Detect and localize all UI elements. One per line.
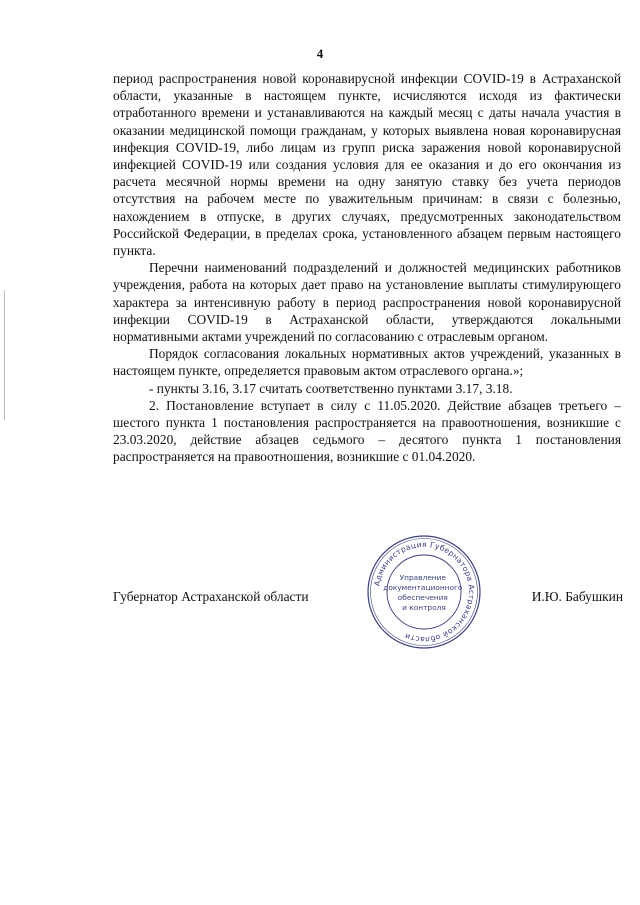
document-body	[113, 70, 621, 466]
scan-margin-mark	[4, 290, 5, 420]
page-number: 4	[316, 46, 324, 61]
stamp-inner-line-4: и контроля	[402, 603, 446, 612]
paragraph-renumbering: - пункты 3.16, 3.17 считать соответственно пунктами 3.17, 3.18.	[149, 380, 513, 396]
paragraph-lists-of-positions: Перечни наименований подразделений и должностей медицинских работников учреждения, работа на которых дает право на установление выплаты стимулирующего характера за интенсивную работу в период распространения новой коронавирусной инфекции COVID-19 в Астраханской области, утверждаются локальными нормативными актами учреждений по согласованию с отраслевым органом.	[113, 260, 621, 345]
stamp-inner-line-3: обеспечения	[397, 593, 448, 602]
stamp-inner-line-2: документационного	[383, 583, 463, 592]
stamp-inner-text	[383, 573, 465, 612]
stamp-inner-line-1: Управление	[399, 573, 447, 582]
stamp-inner-ring	[387, 555, 461, 629]
stamp-outer-ring-inner	[371, 539, 478, 646]
signatory-position: Губернатор Астраханской области	[113, 589, 309, 604]
stamp-outer-ring	[368, 536, 480, 648]
official-stamp-seal	[366, 534, 482, 650]
stamp-outer-text: Администрация Губернатора Астраханской области	[372, 539, 477, 645]
paragraph-effective-date: 2. Постановление вступает в силу с 11.05.2020. Действие абзацев третьего – шестого пункта 1 постановления распространяется на правоотношения, возникшие с 23.03.2020, действие абзацев седьмого – десятого пункта 1 постановления распространяется на правоотношения, возникшие с 01.04.2020.	[113, 397, 621, 465]
paragraph-approval-order: Порядок согласования локальных нормативных актов учреждений, указанных в настоящем пункте, определяется правовым актом отраслевого органа.»;	[113, 346, 621, 379]
paragraph-continuation: период распространения новой коронавирусной инфекции COVID-19 в Астраханской области, указанные в настоящем пункте, исчисляются исходя из фактически отработанного времени и устанавливаются на каждый месяц с даты начала участия в оказании медицинской помощи гражданам, у которых выявлена новая коронавирусная инфекция COVID-19, либо лицам из групп риска заражения новой коронавирусной инфекцией COVID-19 или создания условия для ее оказания и до его окончания из расчета месячной нормы времени на одну занятую ставку без учета периодов отсутствия на рабочем месте по уважительным причинам: в связи с болезнью, нахождением в отпуске, в других случаях, предусмотренных законодательством Российской Федерации, в пределах срока, установленного абзацем первым настоящего пункта.	[113, 71, 621, 259]
signatory-name: И.Ю. Бабушкин	[531, 589, 623, 604]
